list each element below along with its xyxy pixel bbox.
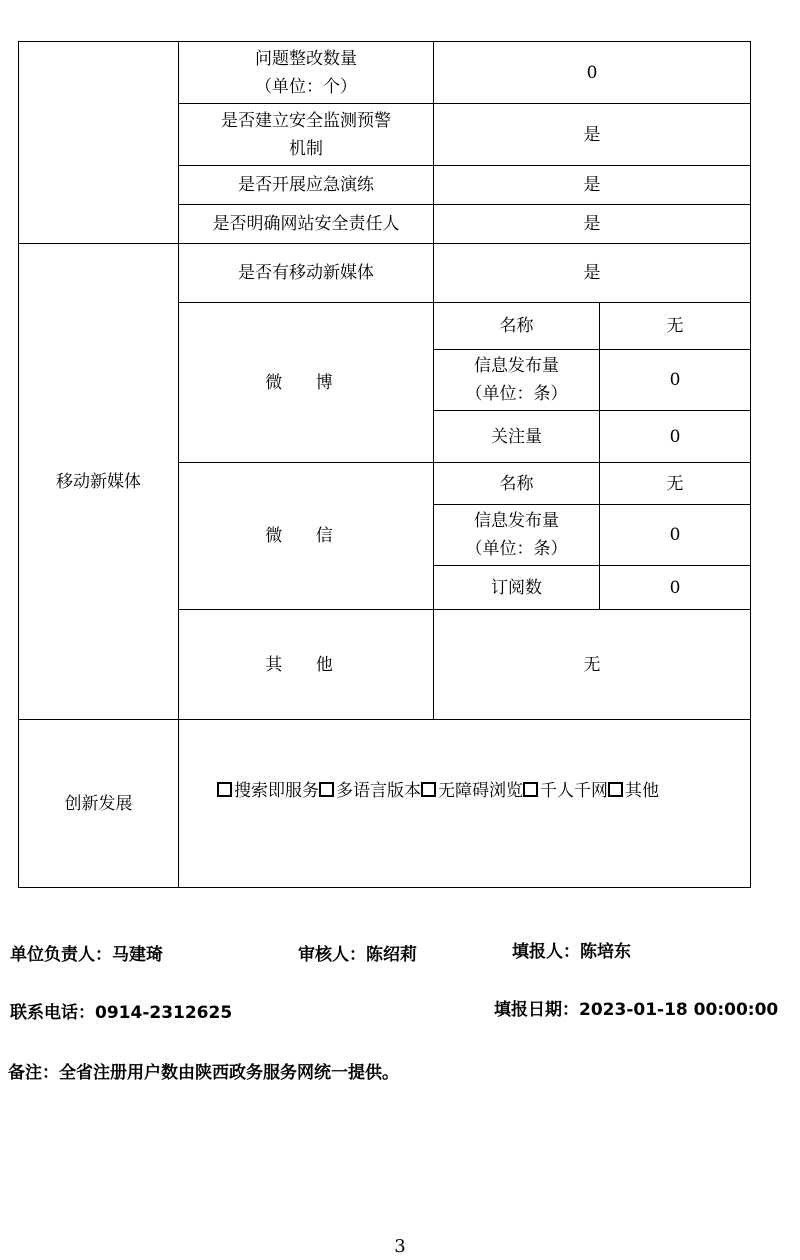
responsible-value: 是 [434,205,751,244]
checkbox-icon[interactable] [608,782,623,797]
weibo-name-value: 无 [600,303,751,350]
weibo-posts-label [434,350,600,411]
page-number: 3 [394,1236,406,1257]
innovation-option-other[interactable] [608,781,659,801]
innovation-section-label: 创新发展 [19,720,179,888]
fill-date: 填报日期：2023-01-18 00:00:00 [494,1000,779,1020]
wechat-subscribers-value: 0 [600,566,751,610]
weibo-posts-label-line2: （单位：条） [465,384,568,404]
weibo-followers-label: 关注量 [434,411,600,463]
option-label: 其他 [625,780,659,801]
innovation-option-multilingual[interactable] [319,781,421,801]
has-media-value: 是 [434,244,751,303]
option-label: 千人千网 [540,780,608,801]
innovation-option-accessibility[interactable] [421,781,523,801]
other-value: 无 [434,610,751,720]
other-label: 其 他 [179,610,434,720]
weibo-label: 微 博 [179,303,434,463]
footnote: 备注：全省注册用户数由陕西政务服务网统一提供。 [8,1063,399,1083]
has-media-label: 是否有移动新媒体 [179,244,434,303]
monitor-value: 是 [434,104,751,166]
section-cell-blank [19,42,179,244]
wechat-posts-label [434,505,600,566]
drill-value: 是 [434,166,751,205]
wechat-posts-label-line2: （单位：条） [465,539,568,559]
responsible-label: 是否明确网站安全责任人 [179,205,434,244]
innovation-option-personalized[interactable] [523,781,608,801]
statistics-table [18,41,751,888]
wechat-posts-label-line1: 信息发布量 [474,511,559,531]
monitor-label-line1: 是否建立安全监测预警 [221,110,391,131]
wechat-posts-value: 0 [600,505,751,566]
innovation-options [179,720,751,888]
issues-label [179,42,434,104]
weibo-followers-value: 0 [600,411,751,463]
wechat-name-value: 无 [600,463,751,505]
option-label: 无障碍浏览 [438,780,523,801]
checkbox-icon[interactable] [319,782,334,797]
wechat-name-label: 名称 [434,463,600,505]
monitor-label [179,104,434,166]
wechat-label: 微 信 [179,463,434,610]
mobile-media-section-label: 移动新媒体 [19,244,179,720]
drill-label: 是否开展应急演练 [179,166,434,205]
innovation-option-list [185,777,744,805]
monitor-label-line2: 机制 [289,138,323,159]
issues-label-line1: 问题整改数量 [255,48,357,69]
checkbox-icon[interactable] [421,782,436,797]
filler: 填报人：陈培东 [512,942,631,962]
option-label: 搜索即服务 [234,780,319,801]
table-row [19,244,751,303]
checkbox-icon[interactable] [217,782,232,797]
table-row [19,42,751,104]
wechat-subscribers-label: 订阅数 [434,566,600,610]
issues-label-line2: （单位：个） [255,76,357,97]
contact-phone: 联系电话：0914-2312625 [10,1003,233,1023]
weibo-posts-value: 0 [600,350,751,411]
reviewer: 审核人：陈绍莉 [298,945,417,965]
innovation-option-search[interactable] [217,781,319,801]
checkbox-icon[interactable] [523,782,538,797]
unit-head: 单位负责人：马建琦 [10,945,163,965]
table-row [19,720,751,888]
option-label: 多语言版本 [336,780,421,801]
weibo-posts-label-line1: 信息发布量 [474,356,559,376]
weibo-name-label: 名称 [434,303,600,350]
issues-value: 0 [434,42,751,104]
